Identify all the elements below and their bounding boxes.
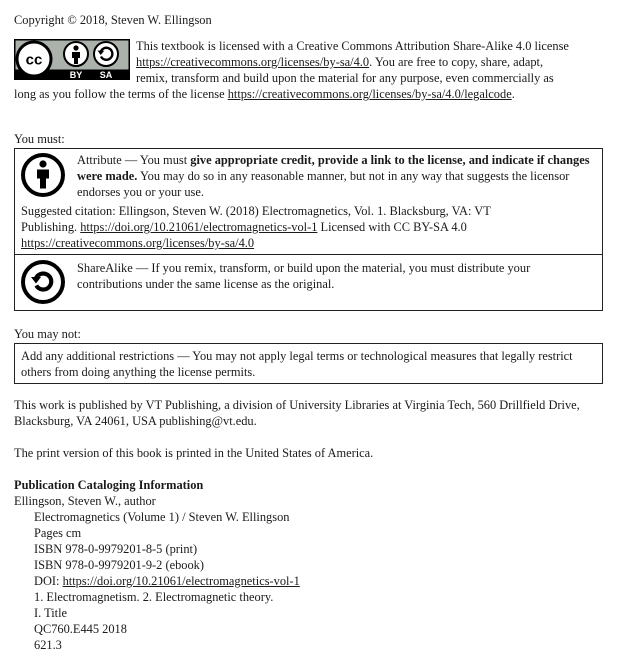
print-note: The print version of this book is printed in the United States of America. xyxy=(14,446,374,460)
cataloging-info xyxy=(14,477,300,653)
copyright-line: Copyright © 2018, Steven W. Ellingson xyxy=(14,13,212,27)
sa-label: SA xyxy=(99,70,113,80)
catalog-line: QC760.E445 2018 xyxy=(34,622,127,636)
sharealike-icon xyxy=(21,260,65,304)
license-link[interactable]: https://creativecommons.org/licenses/by-sa/4.0 xyxy=(136,55,370,69)
license-line-2: . You are free to copy, share, adapt, xyxy=(369,55,544,69)
cc-icon: cc xyxy=(25,51,43,69)
citation-doi-link[interactable]: https://doi.org/10.21061/electromagnetics-vol-1 xyxy=(80,220,318,234)
attribute-row xyxy=(15,149,602,200)
may-not-box xyxy=(14,343,603,384)
catalog-line: Electromagnetics (Volume 1) / Steven W. Ellingson xyxy=(34,510,290,524)
license-line-4: long as you follow the terms of the license xyxy=(14,87,228,101)
sharealike-row xyxy=(15,255,602,309)
attribution-icon xyxy=(21,153,65,197)
publisher-paragraph: This work is published by VT Publishing, a division of University Libraries at Virginia Tech, 560 Drillfield Drive, Blacksburg, VA 24061, USA publishing@vt.edu. xyxy=(14,398,580,428)
catalog-line: ISBN 978-0-9979201-8-5 (print) xyxy=(34,542,198,556)
restrictions-text: Add any additional restrictions — You may not apply legal terms or technological measures that legally restrict others from doing anything the license permits. xyxy=(21,349,573,379)
catalog-line: Pages cm xyxy=(34,526,82,540)
suggested-citation: Suggested citation: Ellingson, Steven W. (2018) Electromagnetics, Vol. 1. Blacksburg, VA: VT Publishing. https://doi.org/10.21061/electromagnetics-vol-1 Licensed with CC BY-SA 4.0 https://creativecommons.org/licenses/by-sa/4.0 xyxy=(21,204,491,250)
catalog-author: Ellingson, Steven W., author xyxy=(14,494,156,508)
by-label: BY xyxy=(69,70,83,80)
license-line-1: This textbook is licensed with a Creative Commons Attribution Share-Alike 4.0 license xyxy=(136,39,569,53)
catalog-doi-line: DOI: https://doi.org/10.21061/electromagnetics-vol-1 xyxy=(34,574,300,588)
sharealike-text: ShareAlike — If you remix, transform, or build upon the material, you must distribute your contributions under the same license as the original. xyxy=(77,261,531,291)
license-line-3: remix, transform and build upon the material for any purpose, even commercially as xyxy=(136,71,554,85)
you-may-not-label: You may not: xyxy=(14,327,81,341)
catalog-line: ISBN 978-0-9979201-9-2 (ebook) xyxy=(34,558,205,572)
catalog-doi-link[interactable]: https://doi.org/10.21061/electromagnetics-vol-1 xyxy=(62,574,300,588)
legalcode-link[interactable]: https://creativecommons.org/licenses/by-sa/4.0/legalcode xyxy=(227,87,512,101)
citation-license-link[interactable]: https://creativecommons.org/licenses/by-sa/4.0 xyxy=(21,236,255,250)
attribute-text: Attribute — You must give appropriate credit, provide a link to the license, and indicate if changes were made. You may do so in any reasonable manner, but not in any way that suggests the licensor endorses you or your use. xyxy=(77,153,590,199)
catalog-line: 621.3 xyxy=(34,638,62,652)
you-must-label: You must: xyxy=(14,132,65,146)
catalog-line: 1. Electromagnetism. 2. Electromagnetic theory. xyxy=(34,590,274,604)
must-box xyxy=(14,148,603,311)
catalog-heading: Publication Cataloging Information xyxy=(14,478,204,492)
license-paragraph: This textbook is licensed with a Creative Commons Attribution Share-Alike 4.0 license https://creativecommons.org/licenses/by-sa/4.0. You are free to copy, share, adapt, remix, transform and build upon the material for any purpose, even commercially as long as you follow the terms of the license https://creativecommons.org/licenses/by-sa/4.0/legalcode. xyxy=(14,39,569,101)
catalog-line: I. Title xyxy=(34,606,68,620)
